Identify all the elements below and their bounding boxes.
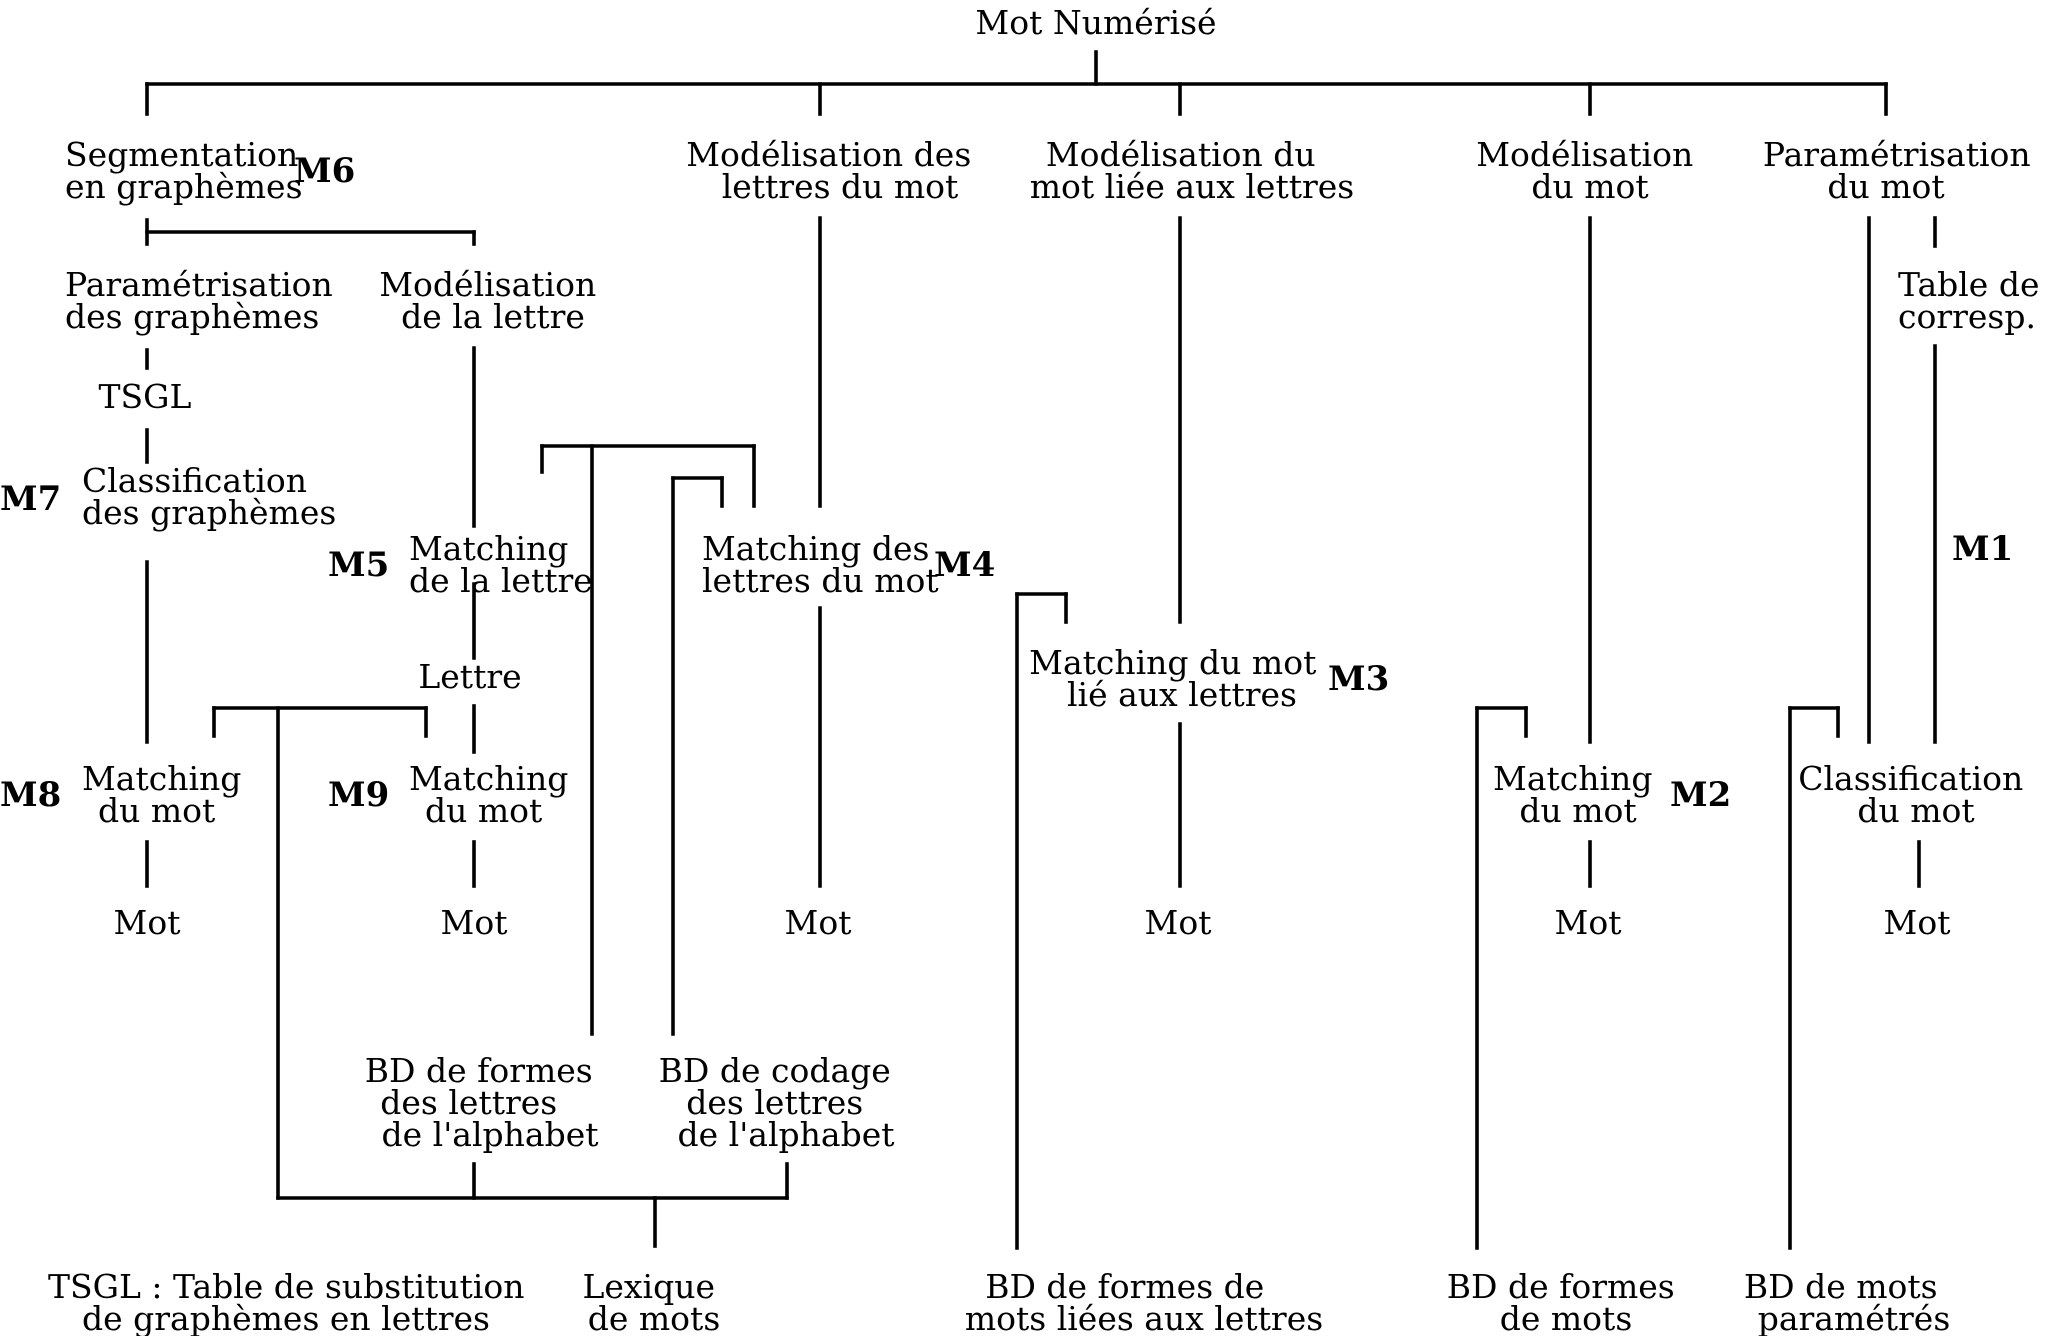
method-tag-m9: M9 xyxy=(328,775,390,815)
bd-codage-lettres-line-1: BD de codage xyxy=(658,1051,891,1090)
classif-mot-label xyxy=(1798,759,2034,830)
lettre-label: Lettre xyxy=(418,657,522,696)
matching-lettre-label xyxy=(409,529,593,600)
table-corresp-line-2: corresp. xyxy=(1898,297,2036,336)
matching-mot-m2-line-1: Matching xyxy=(1493,759,1653,798)
matching-mot-m8-line-1: Matching xyxy=(82,759,242,798)
classif-graphemes-line-1: Classification xyxy=(82,461,308,500)
param-mot-line-2: du mot xyxy=(1827,167,1945,206)
bd-formes-lettres-label xyxy=(365,1051,603,1154)
method-tag-m6: M6 xyxy=(294,151,356,191)
modele-mot-label xyxy=(1476,135,1703,206)
method-tag-m2: M2 xyxy=(1670,775,1732,815)
classif-graphemes-label xyxy=(82,461,336,532)
tsgl-legend-line-2: de graphèmes en lettres xyxy=(82,1299,490,1336)
param-mot-line-1: Paramétrisation xyxy=(1762,135,2031,174)
bd-codage-lettres-label xyxy=(659,1051,902,1154)
bd-formes-mots-lies-line-1: BD de formes de xyxy=(985,1267,1265,1306)
bd-formes-mots-label xyxy=(1447,1267,1685,1336)
segmentation-line-1: Segmentation xyxy=(65,135,299,174)
bd-formes-mots-lies-line-2: mots liées aux lettres xyxy=(964,1299,1324,1336)
modele-lettres-mot-line-1: Modélisation des xyxy=(686,135,972,174)
matching-mot-lie-line-1: Matching du mot xyxy=(1029,643,1317,682)
matching-lettre-line-1: Matching xyxy=(409,529,569,568)
output-mot-2: Mot xyxy=(440,903,508,942)
tsgl-legend xyxy=(48,1267,535,1336)
param-graphemes-line-2: des graphèmes xyxy=(65,297,320,336)
bd-formes-lettres-line-3: de l'alphabet xyxy=(381,1115,599,1154)
method-tag-m8: M8 xyxy=(0,775,62,815)
method-tag-m7: M7 xyxy=(0,479,62,519)
bd-mots-param-line-2: paramétrés xyxy=(1757,1299,1951,1336)
bd-formes-mots-line-1: BD de formes xyxy=(1446,1267,1675,1306)
bd-formes-mots-lies-label xyxy=(965,1267,1323,1336)
table-corresp-label xyxy=(1898,265,2048,336)
matching-mot-m8-line-2: du mot xyxy=(98,791,216,830)
modele-lettre-label xyxy=(379,265,606,336)
matching-mot-lie-label xyxy=(1029,643,1327,714)
bd-formes-lettres-line-2: des lettres xyxy=(380,1083,558,1122)
bd-codage-lettres-line-2: des lettres xyxy=(686,1083,864,1122)
bd-formes-lettres-line-1: BD de formes xyxy=(364,1051,593,1090)
matching-mot-m9-line-1: Matching xyxy=(409,759,569,798)
modele-mot-lie-line-2: mot liée aux lettres xyxy=(1029,167,1355,206)
root-label: Mot Numérisé xyxy=(975,3,1217,42)
modele-mot-lie-line-1: Modélisation du xyxy=(1045,135,1316,174)
bd-formes-mots-line-2: de mots xyxy=(1499,1299,1633,1336)
matching-mot-m8-label xyxy=(82,759,252,830)
matching-lettres-mot-line-2: lettres du mot xyxy=(702,561,939,600)
matching-lettres-mot-line-1: Matching des xyxy=(702,529,930,568)
param-graphemes-label xyxy=(65,265,343,336)
method-tag-m5: M5 xyxy=(328,545,390,585)
output-mot-5: Mot xyxy=(1554,903,1622,942)
param-mot-label xyxy=(1763,135,2041,206)
lexique-label xyxy=(582,1267,725,1336)
modele-lettre-line-2: de la lettre xyxy=(401,297,585,336)
matching-mot-lie-line-2: lié aux lettres xyxy=(1066,675,1298,714)
modele-mot-line-1: Modélisation xyxy=(1476,135,1694,174)
tsgl-label: TSGL xyxy=(98,377,192,416)
modele-lettres-mot-line-2: lettres du mot xyxy=(721,167,959,206)
matching-mot-m2-line-2: du mot xyxy=(1519,791,1637,830)
matching-mot-m9-label xyxy=(409,759,579,830)
classif-mot-line-2: du mot xyxy=(1857,791,1975,830)
segmentation-line-2: en graphèmes xyxy=(65,167,303,206)
modele-mot-lie-label xyxy=(1030,135,1354,206)
bd-mots-param-line-1: BD de mots xyxy=(1743,1267,1938,1306)
method-tag-m1: M1 xyxy=(1952,529,2014,569)
method-tag-m3: M3 xyxy=(1328,659,1390,699)
bd-mots-param-label xyxy=(1744,1267,1950,1336)
matching-lettres-mot-label xyxy=(702,529,940,600)
matching-mot-m9-line-2: du mot xyxy=(425,791,543,830)
modele-lettre-line-1: Modélisation xyxy=(379,265,597,304)
lexique-line-2: de mots xyxy=(587,1299,721,1336)
classif-graphemes-line-2: des graphèmes xyxy=(82,493,337,532)
modele-mot-line-2: du mot xyxy=(1531,167,1649,206)
matching-lettre-line-2: de la lettre xyxy=(409,561,593,600)
classif-mot-line-1: Classification xyxy=(1798,759,2024,798)
table-corresp-line-1: Table de xyxy=(1898,265,2040,304)
output-mot-4: Mot xyxy=(1144,903,1212,942)
output-mot-1: Mot xyxy=(113,903,181,942)
output-mot-3: Mot xyxy=(784,903,852,942)
lexique-line-1: Lexique xyxy=(582,1267,716,1306)
tsgl-legend-line-1: TSGL : Table de substitution xyxy=(48,1267,525,1306)
segmentation-label xyxy=(65,135,309,206)
method-tag-m4: M4 xyxy=(934,545,996,585)
param-graphemes-line-1: Paramétrisation xyxy=(65,265,333,304)
modele-lettres-mot-label xyxy=(686,135,982,206)
output-mot-6: Mot xyxy=(1883,903,1951,942)
matching-mot-m2-label xyxy=(1493,759,1663,830)
bd-codage-lettres-line-3: de l'alphabet xyxy=(677,1115,895,1154)
